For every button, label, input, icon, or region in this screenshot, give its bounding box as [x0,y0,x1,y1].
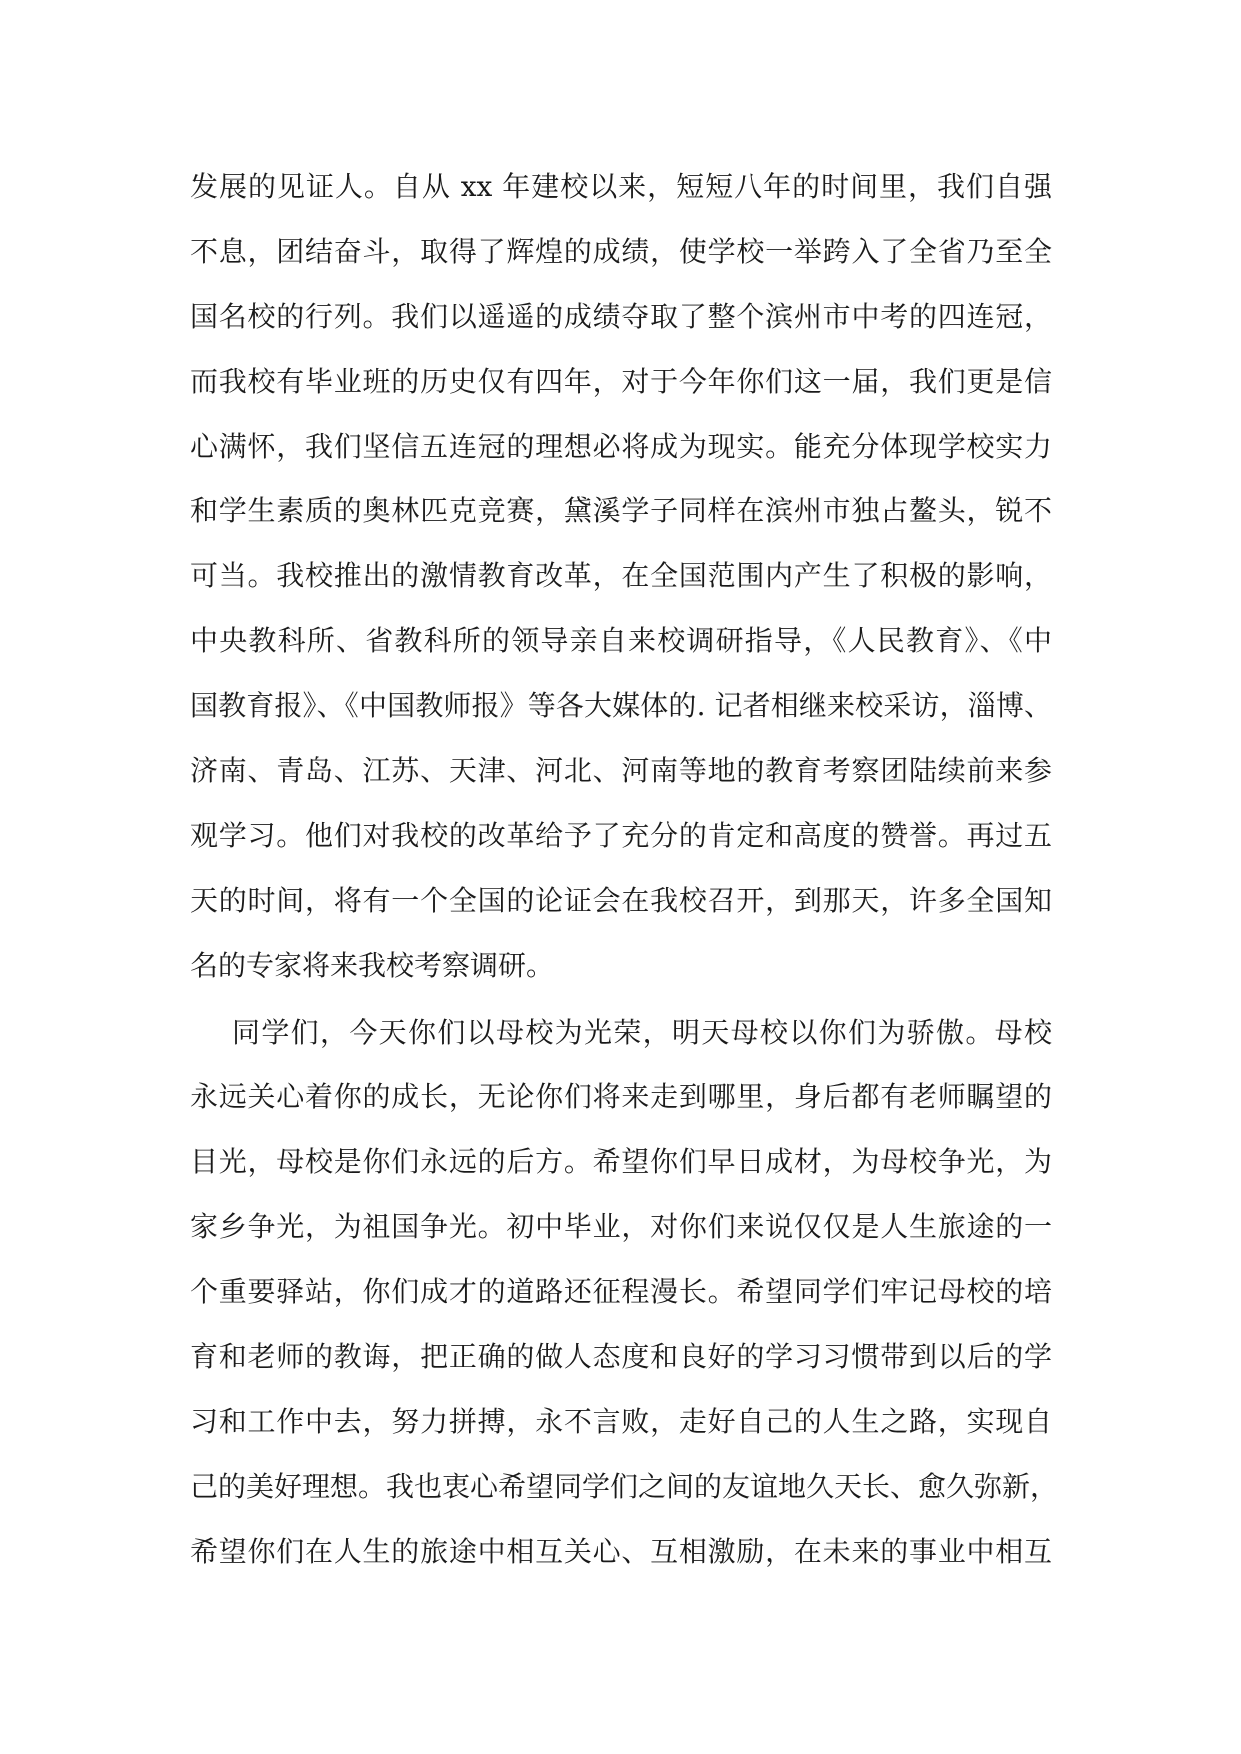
document-body [190,155,1059,1585]
text-line: 永远关心着你的成长，无论你们将来走到哪里，身后都有老师瞩望的 [190,1080,1052,1114]
text-line: 国名校的行列。我们以遥遥的成绩夺取了整个滨州市中考的四连冠， [190,299,1052,333]
text-line: 发展的见证人。自从 xx 年建校以来，短短八年的时间里，我们自强 [190,170,1052,203]
text-line: 不息，团结奋斗，取得了辉煌的成绩，使学校一举跨入了全省乃至全 [190,234,1052,268]
text-line: 和学生素质的奥林匹克竞赛，黛溪学子同样在滨州市独占鳌头，锐不 [190,494,1052,528]
paragraph-2 [190,1001,1059,1585]
text-line: 天的时间，将有一个全国的论证会在我校召开，到那天，许多全国知 [190,883,1052,917]
text-line: 心满怀，我们坚信五连冠的理想必将成为现实。能充分体现学校实力 [190,429,1052,463]
text-line: 习和工作中去，努力拼搏，永不言败，走好自己的人生之路，实现自 [190,1404,1052,1438]
text-line: 可当。我校推出的激情教育改革，在全国范围内产生了积极的影响， [190,559,1052,593]
text-line: 同学们，今天你们以母校为光荣，明天母校以你们为骄傲。母校 [232,1015,1052,1049]
text-line: 济南、青岛、江苏、天津、河北、河南等地的教育考察团陆续前来参 [190,754,1052,788]
text-line: 己的美好理想。我也衷心希望同学们之间的友谊地久天长、愈久弥新， [190,1469,1059,1503]
paragraph-1 [190,155,1052,999]
text-line: 而我校有毕业班的历史仅有四年，对于今年你们这一届，我们更是信 [190,364,1052,398]
text-line: 名的专家将来我校考察调研。 [190,948,555,982]
text-line: 家乡争光，为祖国争光。初中毕业，对你们来说仅仅是人生旅途的一 [190,1210,1052,1244]
text-line: 观学习。他们对我校的改革给予了充分的肯定和高度的赞誉。再过五 [190,818,1052,852]
text-line: 国教育报》、《中国教师报》等各大媒体的. 记者相继来校采访，淄博、 [190,689,1052,723]
text-line: 中央教科所、省教科所的领导亲自来校调研指导，《人民教育》、《中 [190,624,1052,658]
text-line: 目光，母校是你们永远的后方。希望你们早日成材，为母校争光，为 [190,1145,1052,1179]
text-line: 希望你们在人生的旅途中相互关心、互相激励，在未来的事业中相互 [190,1534,1052,1568]
text-line: 个重要驿站，你们成才的道路还征程漫长。希望同学们牢记母校的培 [190,1275,1052,1309]
text-line: 育和老师的教诲，把正确的做人态度和良好的学习习惯带到以后的学 [190,1340,1052,1374]
